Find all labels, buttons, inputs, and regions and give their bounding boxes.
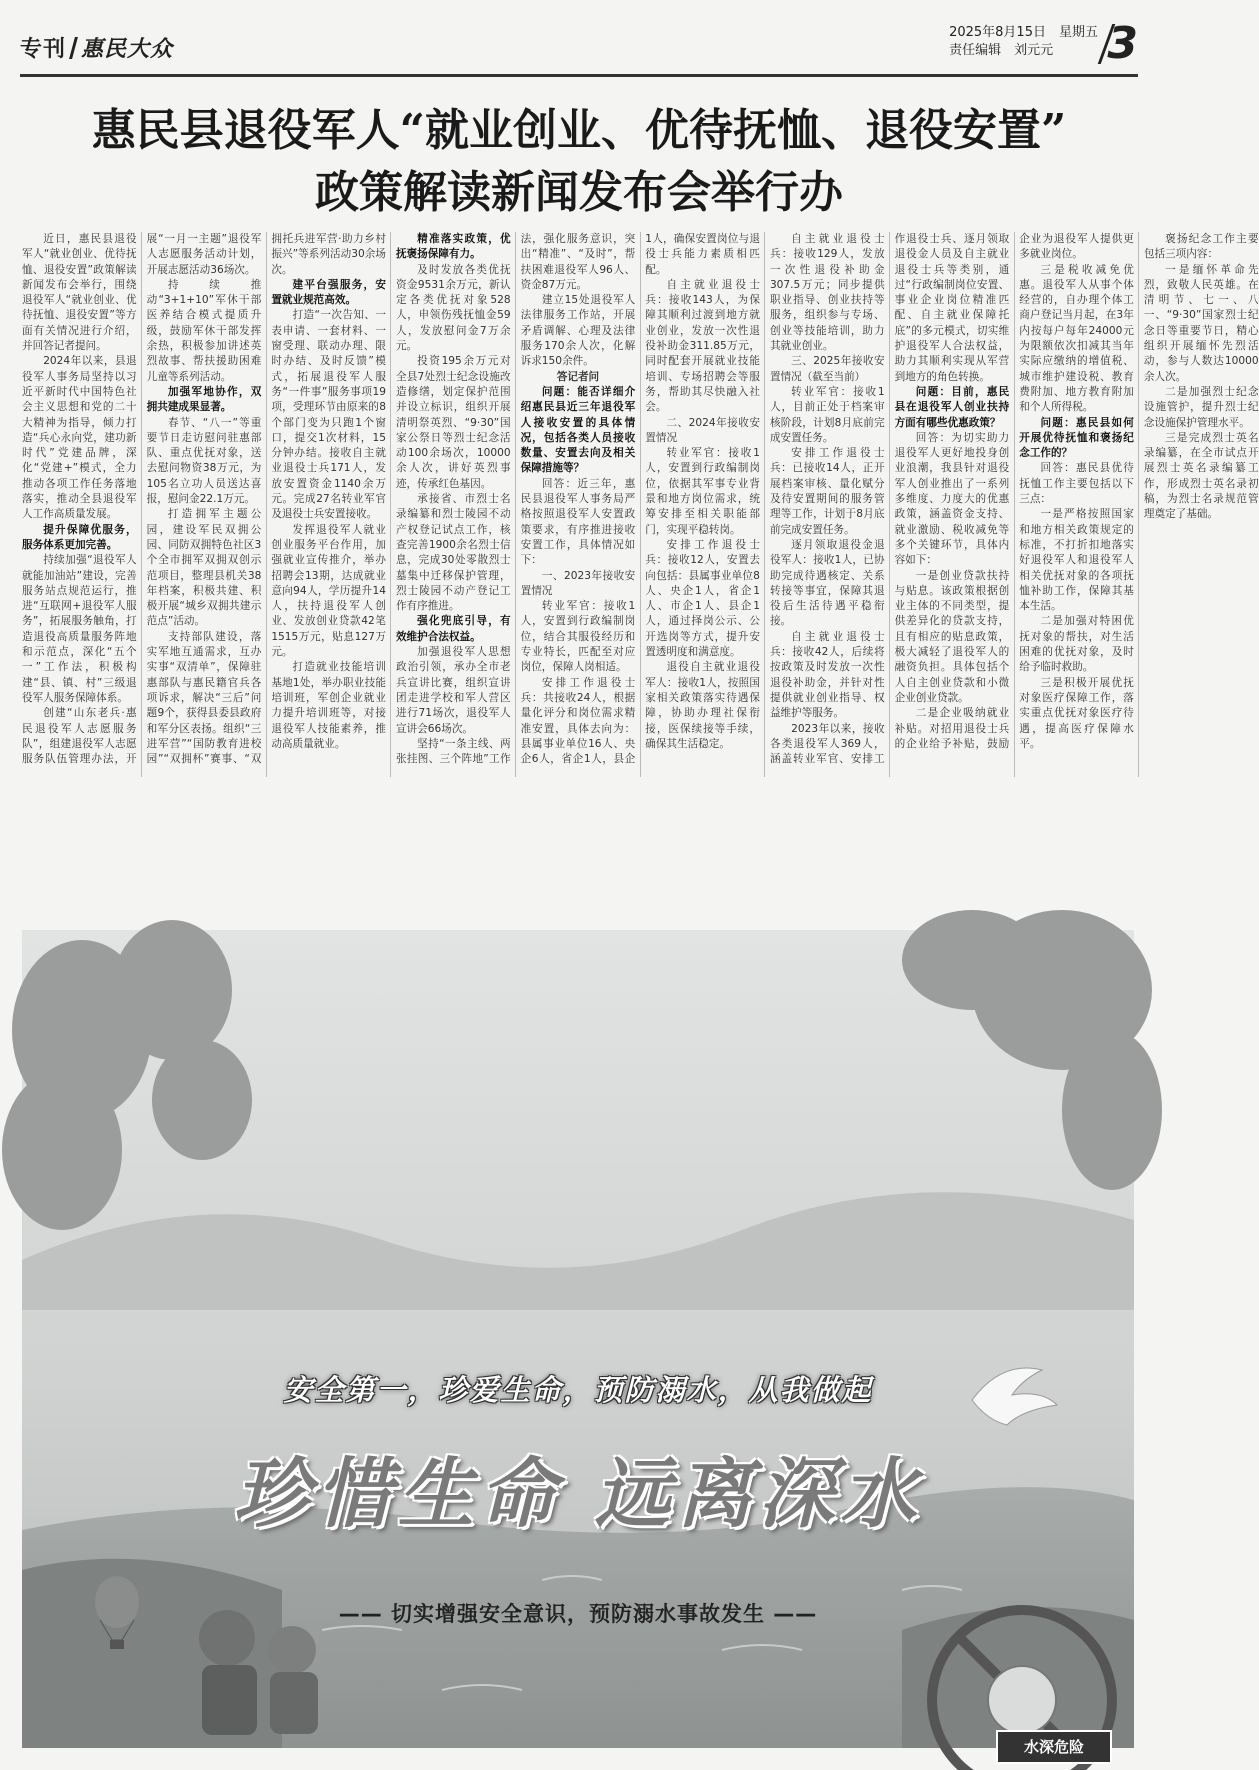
article-paragraph: 逐月领取退役金退役军人：接收1人，已协助完成待遇核定、关系转接等事宜，保障其退役后生活待遇平稳衔接。 (769, 538, 885, 628)
issue-weekday: 星期五 (1058, 25, 1098, 40)
article-paragraph: 二是企业吸纳就业补贴。对招用退役士兵的企业给予补贴，鼓励企业为退役军人提供更多就业岗位。 (894, 233, 1134, 750)
article-paragraph: 自主就业退役士兵：接收42人，后续将按政策及时发放一次性退役补助金，并针对性提供就业创业指导、权益维护等服务。 (769, 630, 885, 720)
article-subheading: 强化兜底引导，有效维护合法权益。 (395, 615, 511, 643)
article-paragraph: 支持部队建设，落实军地互通需求，互办实事“双清单”，保障驻惠部队与惠民籍官兵各项诉求，解决“三后”问题9个，获得县委县政府和军分区表扬。组织“三进军营”“国防教育进校园”“双拥杯”赛事、“双拥托兵进军营·助力乡村振兴”等系列活动30余场次。 (146, 233, 386, 766)
safety-poster (22, 930, 1134, 1756)
article-body (22, 232, 1259, 777)
article-paragraph: 回答：惠民县优待抚恤工作主要包括以下三点： (1019, 462, 1134, 506)
poster-subtitle: —— 切实增强安全意识，预防溺水事故发生 —— (338, 1602, 818, 1626)
article-paragraph: 三是税收减免优惠。退役军人从事个体经营的，自办理个体工商户登记当月起，在3年内按每户每年24000元为限额依次扣减其当年实际应缴纳的增值税、城市维护建设税、教育费附加、地方教育附加和个人所得税。 (1019, 263, 1134, 414)
article-paragraph: 一、2023年接收安置情况 (520, 569, 636, 597)
column-title (20, 32, 173, 63)
article-paragraph: 二是加强对特困优抚对象的帮扶，对生活困难的优抚对象，及时给予临时救助。 (1019, 615, 1134, 674)
article-subheading: 提升保障优服务，服务体系更加完善。 (22, 523, 137, 551)
headline (20, 100, 1138, 224)
article-section-title: 答记者问 (556, 370, 600, 383)
article-paragraph: 一是严格按照国家和地方相关政策规定的标准，不打折扣地落实好退役军人和退役军人相关优抚对象的各项抚恤补助工作，保障其基本生活。 (1019, 508, 1134, 613)
article-paragraph: 及时发放各类优抚资金9531余万元，新认定各类优抚对象528人，申领伤残抚恤金59人，发放慰问金7万余元。 (395, 263, 511, 353)
article-subheading: 加强军地协作，双拥共建成果显著。 (146, 385, 262, 414)
article-paragraph: 回答：为切实助力退役军人更好地投身创业浪潮，我县针对退役军人创业推出了一系列多维度、力度大的优惠政策，涵盖资金支持、就业激励、税收减免等多个关键环节，具体内容如下： (894, 431, 1010, 567)
article-paragraph: 打造就业技能培训基地1处，举办职业技能培训班，军创企业就业力提升培训班等，对接退役军人技能素养，推动高质量就业。 (271, 661, 386, 750)
article-paragraph: 持续加强“退役军人就能加油站”建设，完善服务站点规范运行，推进“互联网+退役军人服务”，拓展服务触角，打造退役高质量服务阵地和示范点，深化“五个一”工作法，积极构建“县、镇、村”三级退役军人服务保障体系。 (22, 554, 137, 704)
page-number: 3 (1107, 18, 1138, 69)
masthead (20, 18, 1138, 77)
headline-line-2: 政策解读新闻发布会举行办 (315, 167, 843, 218)
article-paragraph: 2023年以来，接收各类退役军人369人，涵盖转业军官、安排工作退役士兵、逐月领取退役金人员及自主就业退役士兵等类别，通过“行政编制岗位安置、事业企业岗位精准匹配、自主就业保障托底”的多元模式，切实维护退役军人合法权益，助力其顺利实现从军营到地方的角色转换。 (769, 233, 1010, 766)
article-paragraph: 自主就业退役士兵：接收143人，为保障其顺利过渡到地方就业创业，发放一次性退役补助金311.85万元，同时配套开展就业技能培训、专场招聘会等服务，帮助其尽快融入社会。 (645, 278, 760, 414)
article-paragraph: 打造拥军主题公园，建设军民双拥公园、同防双拥特色社区3个全市拥军双拥双创示范项目，整理县机关38年档案，积极共建、积极开展“城乡双拥共建示范点”活动。 (146, 508, 262, 628)
article-paragraph: 安排工作退役士兵：共接收24人，根据量化评分和岗位需求精准安置，具体去向为：县属事业单位16人、央企6人，省企1人，县企1人，确保安置岗位与退役士兵能力素质相匹配。 (520, 233, 760, 766)
article-paragraph: 坚持“一条主线、两张挂图、三个阵地”工作法，强化服务意识，突出“精准”、“及时”，帮扶困难退役军人96人、资金87万元。 (395, 233, 636, 766)
slash-divider (69, 37, 78, 59)
issue-date: 2025年8月15日 (949, 25, 1046, 40)
issue-info (949, 24, 1098, 60)
article-paragraph: 三是完成烈士英名录编纂，在全市试点开展烈士英名录编纂工作，形成烈士英名录初稿，为烈士名录规范管理奠定了基础。 (1143, 431, 1259, 521)
article-subheading: 精准落实政策，优抚褒扬保障有力。 (395, 233, 511, 261)
article-paragraph: 一是创业贷款扶持与贴息。该政策根据创业主体的不同类型，提供差异化的贷款支持，且有相应的贴息政策，极大减轻了退役军人的融资负担。具体包括个人自主创业贷款和小微企业创业贷款。 (894, 569, 1010, 704)
article-paragraph: 安排工作退役士兵：已接收14人，正开展档案审核、量化赋分及待安置期间的服务管理等工作，计划于8月底前完成安置任务。 (769, 447, 885, 536)
article-paragraph: 一是缅怀革命先烈，致敬人民英雄。在清明节、七一、八一、“9·30”国家烈士纪念日等重要节日，精心组织开展缅怀先烈活动，参与人数达10000余人次。 (1143, 263, 1259, 383)
article-paragraph: 2024年以来，县退役军人事务局坚持以习近平新时代中国特色社会主义思想和党的二十大精神为指导，倾力打造“兵心永向党，建功新时代”党建品牌，深化“党建+”模式，全力推动各项工作任务落地落实，推动全县退役军人工作高质量发展。 (22, 355, 137, 521)
article-subheading: 问题：能否详细介绍惠民县近三年退役军人接收安置的具体情况，包括各类人员接收数量、安置去向及相关保障措施等？ (520, 385, 636, 475)
article-paragraph: 打造“一次告知、一表申请、一套材料、一窗受理、联动办理、限时办结、及时反馈”模式，拓展退役军人服务“一件事”服务事项19项，受理环节由原来的8个部门变为只跑1个窗口，提交1次材料，15分钟办结。接收自主就业退役士兵171人，发放安置资金1140余万元。完成27名转业军官及退役士兵安置接收。 (271, 309, 386, 521)
column-name: 专刊 (20, 36, 67, 62)
poster-slogan: 安全第一，珍爱生命，预防溺水，从我做起 (283, 1373, 873, 1407)
newspaper-brand: 惠民大众 (81, 36, 174, 62)
article-paragraph: 发挥退役军人就业创业服务平台作用，加强就业宣传推介，举办招聘会13期，达成就业意向94人，学历提升14人，扶持退役军人创业、发放创业贷款42笔1515万元，贴息127万元。 (271, 523, 386, 659)
article-paragraph: 承接省、市烈士名录编纂和烈士陵园不动产权登记试点工作，核查完善1900余名烈士信息，完成30处零散烈士墓集中迁移保护管理，烈士陵园不动产登记工作有序推进。 (395, 493, 511, 613)
article-paragraph: 三、2025年接收安置情况（截至当前） (769, 355, 885, 383)
article-paragraph: 投资195余万元对全县7处烈士纪念设施改造修缮，划定保护范围并设立标识，组织开展清明祭英烈、“9·30”国家公祭日等烈士纪念活动100余场次，10000余人次，讲好英烈事迹，传承红色基因。 (395, 355, 511, 490)
editor-credit: 责任编辑 刘元元 (949, 43, 1054, 58)
article-paragraph: 转业军官：接收1人，安置到行政编制岗位，结合其服役经历和专业特长，匹配至对应岗位，保障人岗相适。 (520, 600, 636, 674)
article-paragraph: 近日，惠民县退役军人“就业创业、优待抚恤、退役安置”政策解读新闻发布会举行，围绕退役军人“就业创业、优待抚恤、退役安置”等方面有关情况进行介绍，并回答记者提问。 (22, 233, 137, 353)
article-paragraph: 春节、“八一”等重要节日走访慰问驻惠部队、重点优抚对象，送去慰问物资38万元，为105名立功人员送达喜报，慰问金22.1万元。 (146, 416, 262, 506)
danger-sign: 水深危险 (996, 1730, 1112, 1764)
article-paragraph: 三是积极开展优抚对象医疗保障工作，落实重点优抚对象医疗待遇，提高医疗保障水平。 (1019, 676, 1134, 750)
article-paragraph: 创建“山东老兵·惠民退役军人志愿服务队”，组建退役军人志愿服务队伍管理办法，开展“一月一主题”退役军人志愿服务活动计划，开展志愿活动36场次。 (22, 233, 262, 766)
headline-line-1: 惠民县退役军人“就业创业、优待抚恤、退役安置” (91, 105, 1067, 156)
article-paragraph: 建立15处退役军人法律服务工作站，开展矛盾调解、心理及法律服务170余人次，化解诉求150余件。 (520, 294, 636, 368)
article-paragraph: 二是加强烈士纪念设施管护，提升烈士纪念设施保护管理水平。 (1143, 385, 1259, 429)
article-subheading: 问题：惠民县如何开展优待抚恤和褒扬纪念工作的？ (1019, 416, 1134, 460)
article-paragraph: 转业军官：接收1人，安置到行政编制岗位，依据其军事专业背景和地方岗位需求，统筹安排至相关职能部门，实现平稳转岗。 (645, 447, 760, 536)
article-paragraph: 褒扬纪念工作主要包括三项内容： (1143, 233, 1259, 261)
article-paragraph: 持续推动“3+1+10”军休干部医养结合模式提质升级，鼓励军休干部发挥余热，积极参加讲述英烈故事、帮扶援助困难儿童等系列活动。 (146, 278, 262, 383)
article-paragraph: 转业军官：接收1人，目前正处于档案审核阶段，计划8月底前完成安置任务。 (769, 385, 885, 444)
article-paragraph: 加强退役军人思想政治引领，承办全市老兵宣讲比赛，组织宣讲团走进学校和军人营区进行71场次，退役军人宣讲会66场次。 (395, 646, 511, 735)
article-paragraph: 安排工作退役士兵：接收12人，安置去向包括：县属事业单位8人、央企1人，省企1人、市企1人、县企1人，通过择岗公示、公开选岗等方式，提升安置透明度和满意度。 (645, 538, 760, 659)
article-subheading: 问题：目前，惠民县在退役军人创业扶持方面有哪些优惠政策？ (894, 385, 1010, 429)
article-paragraph: 回答：近三年，惠民县退役军人事务局严格按照退役军人安置政策要求，有序推进接收安置工作，具体情况如下： (520, 477, 636, 567)
article-subheading: 建平台强服务，安置就业规范高效。 (271, 278, 386, 307)
poster-title: 珍惜生命 远离深水 (233, 1449, 923, 1538)
article-paragraph: 二、2024年接收安置情况 (645, 416, 760, 444)
article-paragraph: 自主就业退役士兵：接收129人，发放一次性退役补助金307.5万元；同步提供职业指导、创业扶持等服务，组织参与专场、创业等技能培训，助力其就业创业。 (769, 233, 885, 353)
article-paragraph: 退役自主就业退役军人：接收1人，按照国家相关政策落实待遇保障，协助办理社保衔接，医保续接等手续，确保其生活稳定。 (645, 661, 760, 750)
